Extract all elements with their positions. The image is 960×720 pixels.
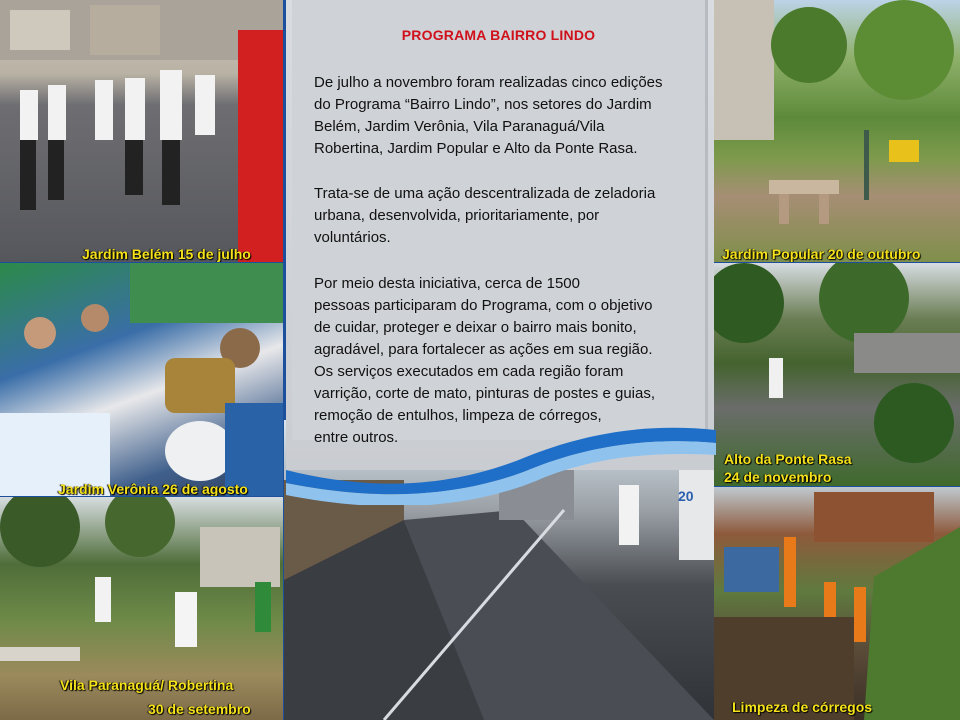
- caption-alto-ponte-rasa-line2: 24 de novembro: [724, 469, 832, 485]
- paragraph-line: Por meio desta iniciativa, cerca de 1500: [314, 275, 580, 292]
- paragraph-line: De julho a novembro foram realizadas cinco edições: [314, 74, 663, 91]
- text-panel: [286, 0, 714, 504]
- photo-jardim-veronia: [0, 263, 283, 496]
- caption-alto-ponte-rasa-line1: Alto da Ponte Rasa: [724, 451, 852, 467]
- paragraph-line: Os serviços executados em cada região foram: [314, 363, 624, 380]
- paragraph-line: voluntários.: [314, 229, 391, 246]
- paragraph-line: Belém, Jardim Verônia, Vila Paranaguá/Vila: [314, 118, 605, 135]
- photo-limpeza-corregos: [714, 487, 960, 720]
- volunteers-sweeping-illustration: [0, 0, 283, 262]
- paragraph-line: varrição, corte de mato, pinturas de postes e guias,: [314, 385, 656, 402]
- paragraph-line: Robertina, Jardim Popular e Alto da Ponte Rasa.: [314, 140, 638, 157]
- paragraph-line: agradável, para fortalecer as ações em sua região.: [314, 341, 653, 358]
- page-number: 20: [678, 488, 694, 504]
- caption-jardim-belem: Jardim Belém 15 de julho: [82, 246, 251, 262]
- paragraph-line: do Programa “Bairro Lindo”, nos setores do Jardim: [314, 96, 652, 113]
- park-illustration: [714, 0, 960, 262]
- paragraph-line: entre outros.: [314, 429, 399, 446]
- photo-jardim-popular: [714, 0, 960, 262]
- caption-limpeza-corregos: Limpeza de córregos: [732, 699, 873, 715]
- stream-cleanup-illustration: [714, 487, 960, 720]
- caption-vila-paranagua-line1: Vila Paranaguá/ Robertina: [60, 677, 234, 693]
- photo-jardim-belem: [0, 0, 283, 262]
- paragraph-intro: [314, 72, 699, 160]
- paragraph-line: urbana, desenvolvida, prioritariamente, por: [314, 207, 600, 224]
- photo-vila-paranagua: [0, 497, 283, 720]
- text-panel-body: [292, 0, 708, 446]
- caption-vila-paranagua-line2: 30 de setembro: [148, 701, 251, 717]
- caption-jardim-popular: Jardim Popular 20 de outubro: [722, 246, 921, 262]
- paragraph-description: [314, 183, 699, 249]
- paragraph-line: de cuidar, proteger e deixar o bairro mais bonito,: [314, 319, 637, 336]
- paragraph-line: Trata-se de uma ação descentralizada de zeladoria: [314, 185, 656, 202]
- page-title: PROGRAMA BAIRRO LINDO: [401, 27, 596, 43]
- drum-band-illustration: [0, 263, 283, 496]
- caption-jardim-veronia: Jardim Verônia 26 de agosto: [58, 481, 248, 496]
- photo-alto-ponte-rasa: [714, 263, 960, 486]
- paragraph-line: remoção de entulhos, limpeza de córregos,: [314, 407, 602, 424]
- decorative-wave: [286, 395, 716, 505]
- paragraph-line: pessoas participaram do Programa, com o objetivo: [314, 297, 653, 314]
